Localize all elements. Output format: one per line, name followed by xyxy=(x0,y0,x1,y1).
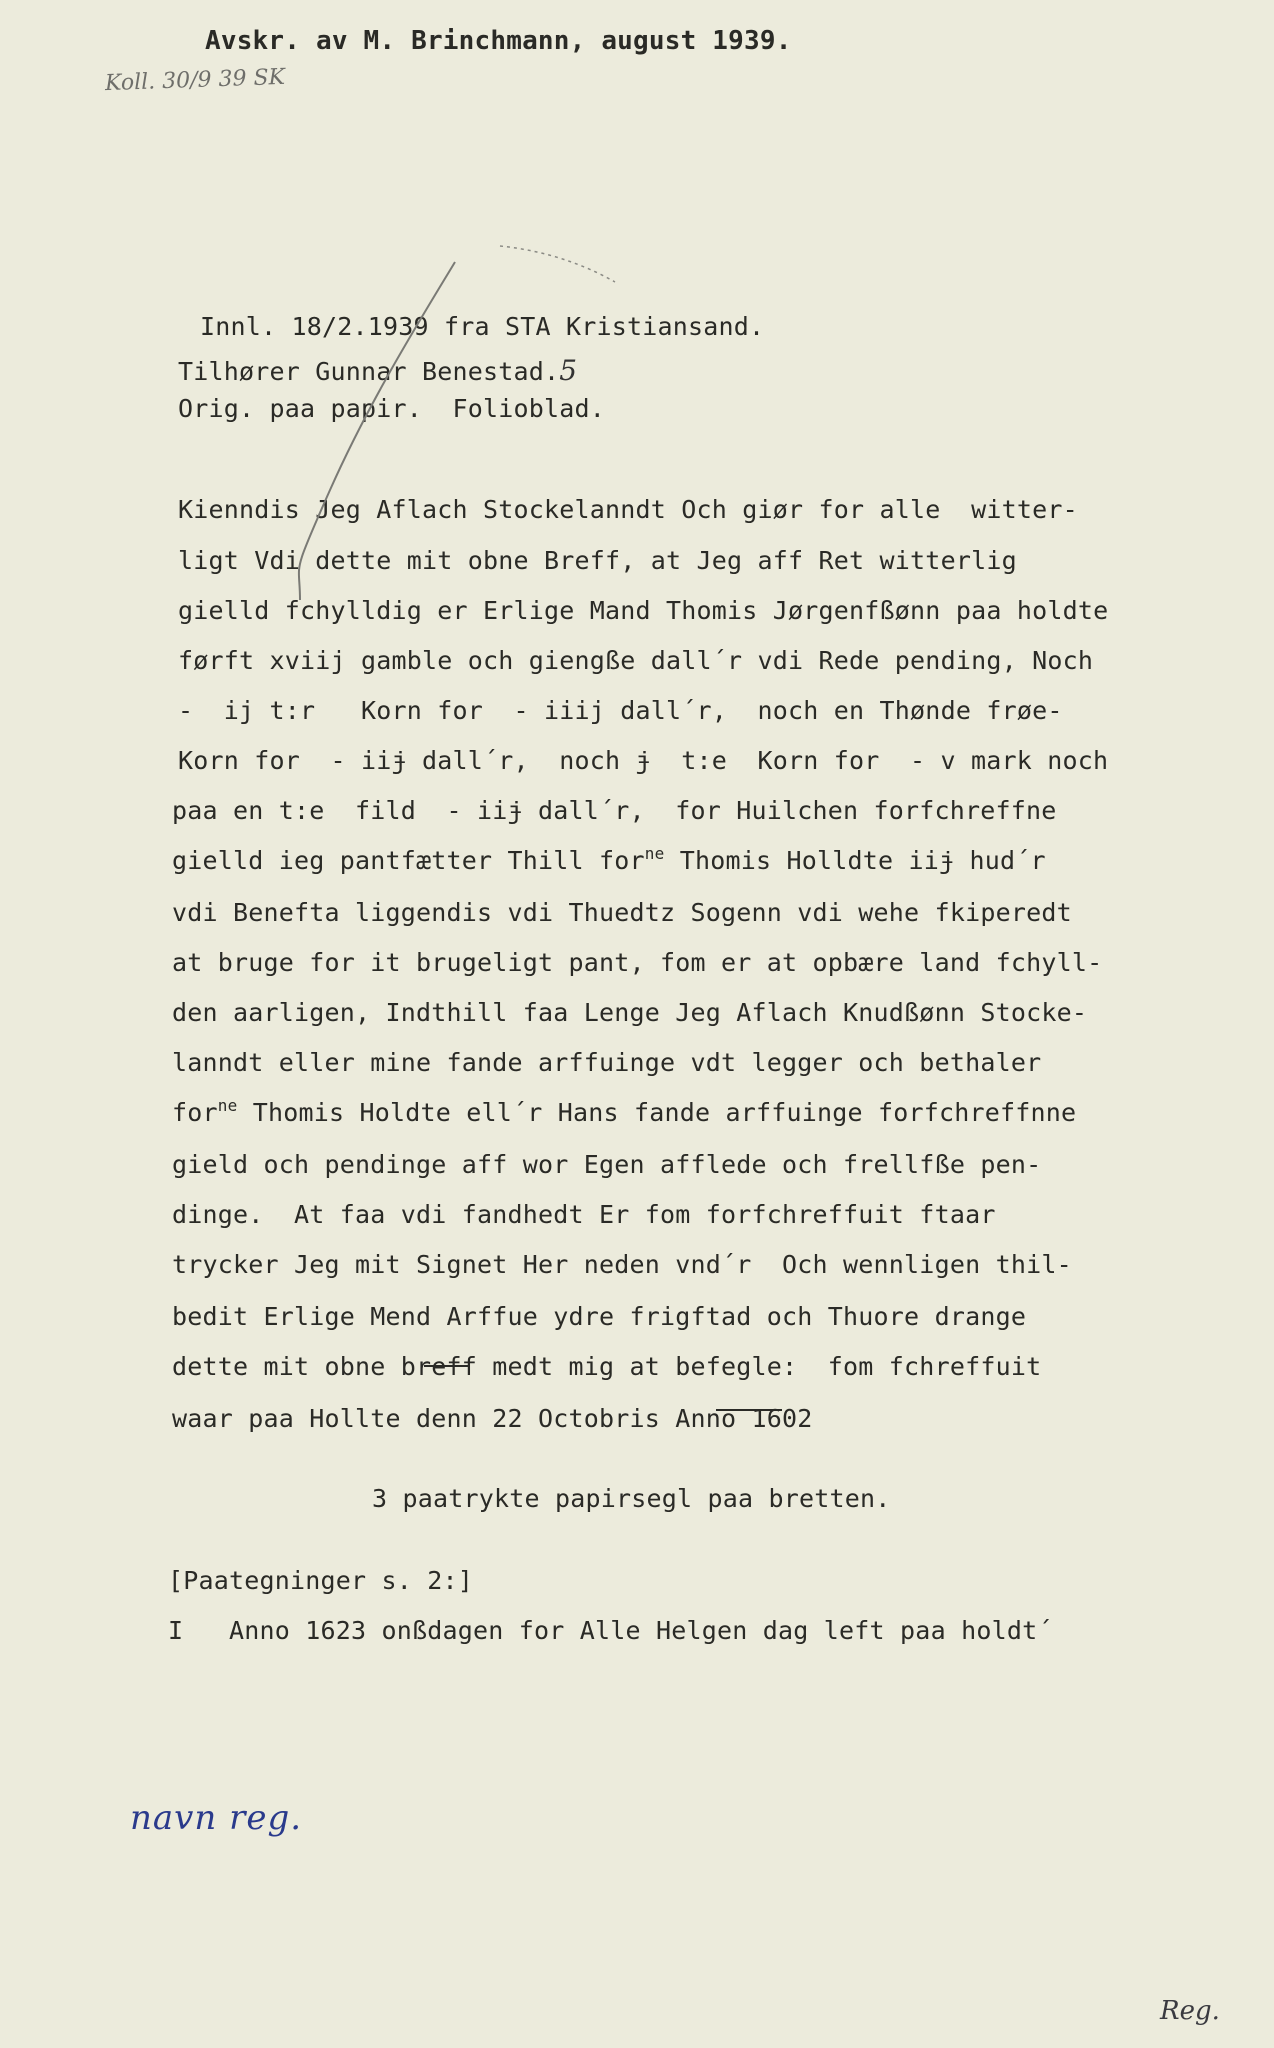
collation-pencil-note: Koll. 30/9 39 SK xyxy=(104,64,286,97)
pencil-stroke xyxy=(299,262,455,600)
body-line: Korn for - iiɉ dall´r, noch ɉ t:e Korn for - v mark noch xyxy=(178,746,1109,775)
superscript: ne xyxy=(217,1096,238,1115)
body-line: førft xviij gamble och giengße dall´r vdi Rede pending, Noch xyxy=(178,646,1094,675)
transcription-header: Avskr. av M. Brinchmann, august 1939. xyxy=(205,26,792,56)
endorsement-heading: [Paategninger s. 2:] xyxy=(168,1566,474,1595)
superscript: ne xyxy=(644,844,665,863)
meta-original-line: Orig. paa papir. Folioblad. xyxy=(178,394,606,423)
body-line: vdi Benefta liggendis vdi Thuedtz Sogenn vdi wehe fkiperedt xyxy=(172,898,1072,927)
body-line: for$^{ne}$ Thomis Holdte ell´r Hans fande arffuinge forfchreffnne xyxy=(172,1096,1077,1127)
body-line: waar paa Hollte denn 22 Octobris Anno 1602 xyxy=(172,1404,813,1433)
margin-note-name-register: navn reg. xyxy=(130,1798,303,1838)
body-line: trycker Jeg mit Signet Her neden vnd´r Och wennligen thil- xyxy=(172,1250,1072,1279)
meta-received-line: Innl. 18/2.1939 fra STA Kristiansand. xyxy=(200,312,765,341)
body-line: lanndt eller mine fande arffuinge vdt legger och bethaler xyxy=(172,1048,1042,1077)
body-line: gielld ieg pantfætter Thill for$^{ne}$ Thomis Holldte iiɉ hud´r xyxy=(172,844,1046,875)
body-line: ligt Vdi dette mit obne Breff, at Jeg aff Ret witterlig xyxy=(178,546,1017,575)
body-line: gield och pendinge aff wor Egen afflede och frellfße pen- xyxy=(172,1150,1042,1179)
body-line: gielld fchylldig er Erlige Mand Thomis Jørgenfßønn paa holdte xyxy=(178,596,1109,625)
body-line: bedit Erlige Mend Arffue ydre frigftad och Thuore drange xyxy=(172,1302,1027,1331)
body-line: den aarligen, Indthill faa Lenge Jeg Aflach Knudßønn Stocke- xyxy=(172,998,1088,1027)
seal-note: 3 paatrykte papirsegl paa bretten. xyxy=(372,1484,891,1513)
body-line: paa en t:e fild - iiɉ dall´r, for Huilchen forfchreffne xyxy=(172,796,1057,825)
body-line: at bruge for it brugeligt pant, fom er at opbære land fchyll- xyxy=(172,948,1103,977)
meta-owner-handwritten-number: 5 xyxy=(559,354,578,387)
body-line: Kienndis Jeg Aflach Stockelanndt Och giør for alle witter- xyxy=(178,495,1078,524)
margin-note-register: Reg. xyxy=(1160,1996,1220,2026)
body-line: dinge. At faa vdi fandhedt Er fom forfchreffuit ftaar xyxy=(172,1200,996,1229)
pencil-stroke xyxy=(500,246,615,282)
meta-owner-text: Tilhører Gunnar Benestad. xyxy=(178,357,560,386)
endorsement-line: I Anno 1623 onßdagen for Alle Helgen dag left paa holdt´ xyxy=(168,1616,1053,1645)
body-line: - ij t:r Korn for - iiij dall´r, noch en Thønde frøe- xyxy=(178,696,1063,725)
body-line: dette mit obne breff medt mig at befegle: fom fchreffuit xyxy=(172,1352,1042,1381)
